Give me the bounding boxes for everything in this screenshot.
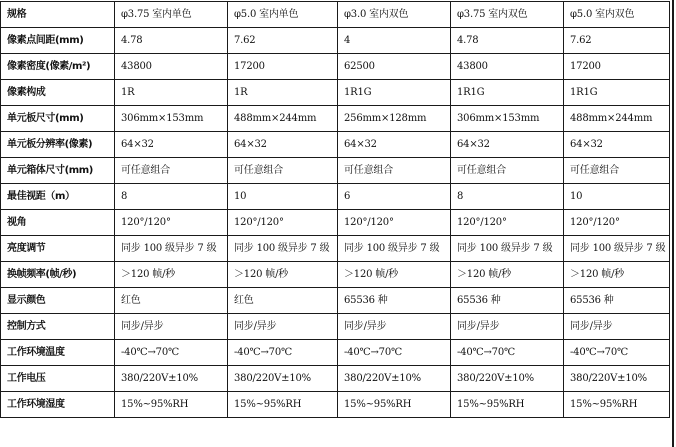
table-cell: 17200	[564, 54, 670, 80]
table-cell: 同步 100 级异步 7 级	[451, 236, 564, 262]
table-cell: 可任意组合	[338, 158, 451, 184]
table-row	[1, 106, 670, 132]
table-row	[1, 184, 670, 210]
spec-table	[0, 1, 670, 418]
table-cell: 1R	[228, 80, 338, 106]
table-cell: 4.78	[115, 28, 228, 54]
table-cell: 同步/异步	[115, 314, 228, 340]
table-cell: 488mm×244mm	[564, 106, 670, 132]
row-label: 单元板分辨率(像素)	[1, 132, 115, 158]
table-cell: 306mm×153mm	[115, 106, 228, 132]
table-cell: -40℃→70℃	[228, 340, 338, 366]
table-cell: 1R1G	[338, 80, 451, 106]
table-cell: 红色	[115, 288, 228, 314]
table-cell: 43800	[451, 54, 564, 80]
table-cell: 64×32	[338, 132, 451, 158]
table-cell: -40℃→70℃	[564, 340, 670, 366]
row-label: 像素构成	[1, 80, 115, 106]
table-cell: -40℃→70℃	[451, 340, 564, 366]
header-cell: φ3.75 室内双色	[451, 2, 564, 28]
table-cell: 65536 种	[338, 288, 451, 314]
table-cell: 8	[115, 184, 228, 210]
table-cell: 306mm×153mm	[451, 106, 564, 132]
table-cell: 15%~95%RH	[338, 392, 451, 418]
table-cell: 488mm×244mm	[228, 106, 338, 132]
table-cell: 8	[451, 184, 564, 210]
header-cell: φ5.0 室内双色	[564, 2, 670, 28]
table-cell: 120°/120°	[338, 210, 451, 236]
table-cell: 120°/120°	[564, 210, 670, 236]
table-cell: 65536 种	[451, 288, 564, 314]
table-cell: 可任意组合	[451, 158, 564, 184]
table-cell: -40℃→70℃	[338, 340, 451, 366]
table-cell: 15%~95%RH	[564, 392, 670, 418]
row-label: 工作电压	[1, 366, 115, 392]
table-cell: 1R	[115, 80, 228, 106]
header-cell: φ3.0 室内双色	[338, 2, 451, 28]
table-row	[1, 210, 670, 236]
row-label: 显示颜色	[1, 288, 115, 314]
header-cell: φ5.0 室内单色	[228, 2, 338, 28]
table-row	[1, 262, 670, 288]
table-cell: 64×32	[451, 132, 564, 158]
table-cell: 17200	[228, 54, 338, 80]
header-cell-label: 规格	[1, 2, 115, 28]
table-cell: 同步 100 级异步 7 级	[115, 236, 228, 262]
table-cell: 同步/异步	[228, 314, 338, 340]
table-cell: ＞120 帧/秒	[228, 262, 338, 288]
table-cell: 可任意组合	[564, 158, 670, 184]
table-cell: 6	[338, 184, 451, 210]
table-cell: 43800	[115, 54, 228, 80]
table-cell: 256mm×128mm	[338, 106, 451, 132]
table-row	[1, 366, 670, 392]
row-label: 亮度调节	[1, 236, 115, 262]
row-label: 换帧频率(帧/秒)	[1, 262, 115, 288]
row-label: 单元板尺寸(mm)	[1, 106, 115, 132]
table-cell: 62500	[338, 54, 451, 80]
table-cell: 1R1G	[451, 80, 564, 106]
table-cell: 15%~95%RH	[115, 392, 228, 418]
table-header-row	[1, 2, 670, 28]
header-cell: φ3.75 室内单色	[115, 2, 228, 28]
table-cell: 同步 100 级异步 7 级	[228, 236, 338, 262]
table-row	[1, 236, 670, 262]
table-cell: 65536 种	[564, 288, 670, 314]
table-cell: 同步 100 级异步 7 级	[564, 236, 670, 262]
table-cell: 15%~95%RH	[451, 392, 564, 418]
table-cell: 可任意组合	[115, 158, 228, 184]
table-cell: 同步 100 级异步 7 级	[338, 236, 451, 262]
table-row	[1, 288, 670, 314]
row-label: 最佳视距（m）	[1, 184, 115, 210]
table-cell: ＞120 帧/秒	[451, 262, 564, 288]
table-cell: 120°/120°	[228, 210, 338, 236]
table-cell: ＞120 帧/秒	[115, 262, 228, 288]
table-cell: 380/220V±10%	[338, 366, 451, 392]
table-cell: 380/220V±10%	[564, 366, 670, 392]
table-cell: 红色	[228, 288, 338, 314]
spec-table-body	[1, 2, 670, 418]
table-cell: -40℃→70℃	[115, 340, 228, 366]
row-label: 单元箱体尺寸(mm)	[1, 158, 115, 184]
table-cell: 1R1G	[564, 80, 670, 106]
row-label: 控制方式	[1, 314, 115, 340]
table-cell: 64×32	[115, 132, 228, 158]
table-row	[1, 54, 670, 80]
table-cell: 15%~95%RH	[228, 392, 338, 418]
table-cell: 120°/120°	[115, 210, 228, 236]
row-label: 工作环境温度	[1, 340, 115, 366]
table-row	[1, 80, 670, 106]
table-cell: 64×32	[228, 132, 338, 158]
right-border-line	[672, 0, 674, 447]
table-cell: 10	[228, 184, 338, 210]
table-row	[1, 340, 670, 366]
table-cell: 同步/异步	[451, 314, 564, 340]
table-cell: 10	[564, 184, 670, 210]
table-cell: 380/220V±10%	[115, 366, 228, 392]
table-row	[1, 314, 670, 340]
table-row	[1, 392, 670, 418]
table-cell: 7.62	[228, 28, 338, 54]
table-row	[1, 158, 670, 184]
table-cell: 380/220V±10%	[451, 366, 564, 392]
table-cell: 4	[338, 28, 451, 54]
table-cell: 7.62	[564, 28, 670, 54]
table-cell: 4.78	[451, 28, 564, 54]
table-cell: 同步/异步	[564, 314, 670, 340]
table-cell: 64×32	[564, 132, 670, 158]
row-label: 视角	[1, 210, 115, 236]
table-cell: ＞120 帧/秒	[338, 262, 451, 288]
table-cell: ＞120 帧/秒	[564, 262, 670, 288]
table-cell: 120°/120°	[451, 210, 564, 236]
table-cell: 可任意组合	[228, 158, 338, 184]
table-row	[1, 132, 670, 158]
table-row	[1, 28, 670, 54]
row-label: 像素点间距(mm)	[1, 28, 115, 54]
row-label: 像素密度(像素/m²)	[1, 54, 115, 80]
table-cell: 380/220V±10%	[228, 366, 338, 392]
row-label: 工作环境湿度	[1, 392, 115, 418]
table-cell: 同步/异步	[338, 314, 451, 340]
